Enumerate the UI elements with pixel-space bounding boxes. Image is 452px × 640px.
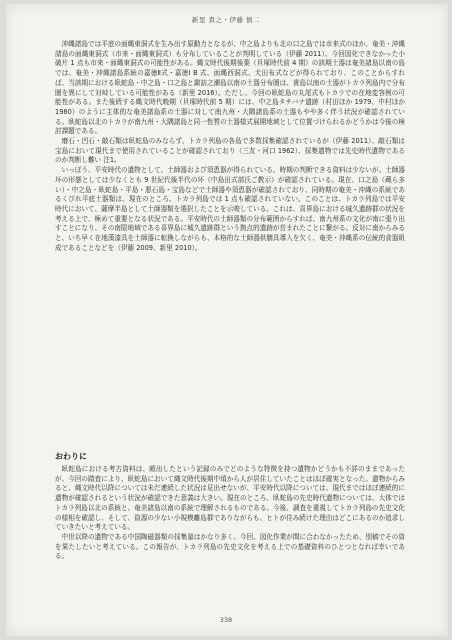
- paragraph: いっぽう、平安時代の遺物として、土師器および須恵器が得られている。時期の判断できる資料は少ないが、土師器坏の形態としては少なくとも 9 世紀代後半代の坏（中島田式部氏ご教示）が確認されている。現在、口之島（蔵ら多い）・中之島・臥蛇島・平島・悪石島・宝島などで土師器や須恵器が確認されており、同時期の奄美・沖縄の系統であるくびれ平底土器類は、現在のところ、トカラ列島では 1 点も確認されていない。このことは、トカラ列島では平安時代において、薩摩半島として土師器類を選択したことを示唆している。これは、喜界島における城久遺跡群の状況を考える上で、極めて重要となる状況である。平安時代の土師器類の分布範囲からすれば、南九州系の文化が南に張り出すことになり、その南限地域である喜界島に城久遺跡群という拠点的遺跡が営まれたことに繋がる。反対に南からみると、いち早く在地漢漆具を土師器に転換しながらも、本格的な土師器供膳具導入を欠く、奄美・沖縄系の伝統的食器組成であることなどを（伊藤 2009、新里 2010）。: [55, 166, 405, 252]
- page-number: 338: [219, 616, 233, 624]
- paragraph: 臥蛇島における考古資料は、頗出したという記録のみでどのような特徴を持つ遺物かどうかも不詳のままであったが、今回の踏査により、臥蛇島において縄文時代後期中頃から人が居住していたことはほぼ確実となった。遺物からみると、縄文時代以降については未だ連続した状況は見出せないが、平安時代以降については、現代まではほぼ連続的に遺物が確認されるという状況が確認できた意義は大きい。現在のところ、臥蛇島の先史時代遺物については、大体ではトカラ列島以北の系統と、奄美諸島以南の系統で理解されるものである。今後、調査を重視してトカラ列島の先史文化の様相を確認し、そして、資源の少ない小規模離島群でありながらも、ヒトが住み続けた理由はどこにあるのか追求していきたいと考えている。: [55, 465, 405, 532]
- conclusion-text: [55, 465, 405, 562]
- main-text: [55, 40, 405, 253]
- paragraph: 沖縄諸島では平底の面縄東洞式を生み出す原動力となるが、中之島よりも北の口之島では市来式のほか、奄美・沖縄諸島の面縄東洞式（市来・面縄東洞式）も分布していることが判明している（伊藤 2011）。今回図化できなかった小破片 1 点も市来・面縄東洞式の可能性がある。縄文時代後期後葉（貝塚時代前 4 期）の該期土器は奄美諸島以南の島では、奄美・沖縄諸島系統の嘉徳Ⅱ式・嘉徳Ⅰ B 式、面縄西洞式、犬田布式などが得られており、このことからすれば、当該期における臥蛇島・中之島・口之島と諏訪之瀬島以南の土器分布圏は、貴島以南の土器がトカラ列島内で分布圏を異にして対峙している可能性がある（新里 2016）。ただし、今回の臥蛇島の丸尾式もトカラでの在地変容例の可能性がある。また後続する縄文時代晩期（貝塚時代前 5 期）には、中之島タチバナ遺跡（村田ほか 1979、中村ほか 1980）のように主体的な奄美諸島系の土器に対して南九州・大隅諸島系の土器もやや多く伴う状況が確認されている。臥蛇島以北のトカラが南九州・大隅諸島と同一性質の土器様式展開地域として位置づけられるかどうかは今後の検討課題である。: [55, 40, 405, 136]
- section-heading: おわりに: [55, 452, 87, 461]
- paragraph: 中世以降の遺物である中国陶磁器類の採集量はかなり多く、今回、図化作業が間に合わなかったため、別稿でその資を果たしたいと考えている。この報告が、トカラ列島の先史文化を考える上での基礎資料のひとつとなれば幸いである。: [55, 532, 405, 561]
- running-header: 新里 貴之・伊藤 慎二: [191, 16, 261, 24]
- paragraph: 磨石・凹石・敲石類は臥蛇島のみならず、トカラ列島の各島で多数採集確認されているが（伊藤 2011）、敲石類は宝島において現代まで使用されていることが確認されており（三友・河口 1962）、採集遺物では先史時代遺物であるのか判断し難い 注1。: [55, 137, 405, 165]
